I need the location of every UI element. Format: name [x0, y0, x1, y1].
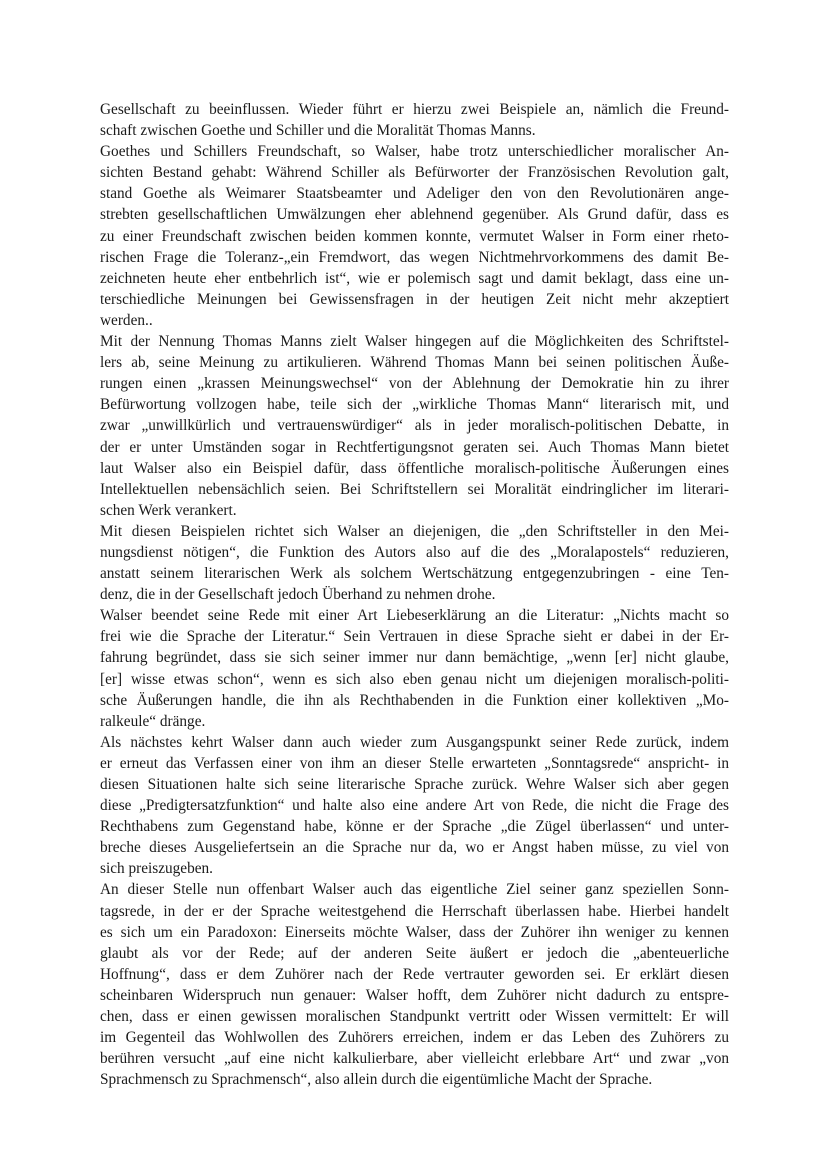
- text-line: Befürwortung vollzogen habe, teile sich der „wirkliche Thomas Mann“ literarisch mit, und: [100, 396, 729, 414]
- text-line: Intellektuellen nebensächlich seien. Bei Schriftstellern sei Moralität eindringlicher im literari-: [100, 480, 729, 498]
- text-line: anstatt seinem literarischen Werk als solchem Wertschätzung entgegenzubringen - eine Ten-: [100, 565, 729, 583]
- text-line: fahrung begründet, dass sie sich seiner immer nur dann bemächtige, „wenn [er] nicht glaube,: [100, 649, 729, 667]
- text-line: Als nächstes kehrt Walser dann auch wieder zum Ausgangspunkt seiner Rede zurück, indem: [100, 733, 729, 751]
- paragraph: [100, 521, 729, 605]
- text-line: werden..: [100, 311, 153, 329]
- text-line: zu einer Freundschaft zwischen beiden kommen konnte, vermutet Walser in Form einer rheto-: [100, 227, 729, 245]
- text-line: er erneut das Verfassen einer von ihm an dieser Stelle erwarteten „Sonntagsrede“ anspricht- in: [100, 754, 729, 772]
- text-line: ralkeule“ dränge.: [100, 712, 206, 730]
- text-line: denz, die in der Gesellschaft jedoch Überhand zu nehmen drohe.: [100, 586, 496, 604]
- text-line: es sich um ein Paradoxon: Einerseits möchte Walser, dass der Zuhörer ihn weniger zu kennen: [100, 923, 729, 941]
- text-line: glaubt als vor der Rede; auf der anderen Seite äußert er jedoch die „abenteuerliche: [100, 944, 729, 962]
- paragraph: [100, 331, 729, 521]
- text-line: breche dieses Ausgeliefertsein an die Sprache nur da, wo er Angst haben müsse, zu viel von: [100, 839, 729, 857]
- paragraph: [100, 605, 729, 732]
- text-line: diesen Situationen halte sich seine literarische Sprache zurück. Wehre Walser sich aber gegen: [100, 776, 729, 793]
- text-line: tagsrede, in der er der Sprache weitestgehend die Herrschaft überlassen habe. Hierbei handelt: [100, 902, 729, 920]
- text-line: Rechthabens zum Gegenstand habe, könne er der Sprache „die Zügel überlassen“ und unter-: [100, 818, 729, 836]
- text-line: Goethes und Schillers Freundschaft, so Walser, habe trotz unterschiedlicher moralischer An-: [100, 143, 729, 161]
- text-line: Walser beendet seine Rede mit einer Art Liebeserklärung an die Literatur: „Nichts macht so: [100, 607, 729, 625]
- text-line: scheinbaren Widerspruch nun genauer: Walser hofft, dem Zuhörer nicht dadurch zu entspre-: [100, 986, 729, 1004]
- text-line: laut Walser also ein Beispiel dafür, dass öffentliche moralisch-politische Äußerungen eines: [100, 459, 729, 477]
- text-line: terschiedliche Meinungen bei Gewissensfragen in der heutigen Zeit nicht mehr akzeptiert: [100, 290, 729, 308]
- text-line: strebten gesellschaftlichen Umwälzungen eher ablehnend gegenüber. Als Grund dafür, dass es: [100, 206, 729, 224]
- text-line: sichten Bestand gehabt: Während Schiller als Befürworter der Französischen Revolution galt,: [100, 164, 729, 182]
- text-line: berühren versucht „auf eine nicht kalkulierbare, aber vielleicht erlebbare Art“ und zwar „von: [100, 1050, 729, 1068]
- text-line: sich preiszugeben.: [100, 860, 213, 878]
- text-line: im Gegenteil das Wohlwollen des Zuhörers erreichen, indem er das Leben des Zuhörers zu: [100, 1029, 729, 1047]
- text-line: An dieser Stelle nun offenbart Walser auch das eigentliche Ziel seiner ganz speziellen Sonn-: [100, 881, 729, 899]
- text-line: der er unter Umständen sogar in Rechtfertigungsnot geraten sei. Auch Thomas Mann bietet: [100, 438, 729, 456]
- text-line: Sprachmensch zu Sprachmensch“, also allein durch die eigentümliche Macht der Sprache.: [100, 1071, 653, 1089]
- text-line: zwar „unwillkürlich und vertrauenswürdiger“ als in jeder moralisch-politischen Debatte, in: [100, 417, 729, 435]
- paragraph: [100, 99, 729, 141]
- text-line: zeichneten heute eher entbehrlich ist“, wie er polemisch sagt und damit beklagt, dass eine un-: [100, 269, 729, 287]
- text-line: lers ab, seine Meinung zu artikulieren. Während Thomas Mann bei seinen politischen Äuße-: [100, 354, 729, 372]
- text-line: sche Äußerungen handle, die ihn als Rechthabenden in die Funktion einer kollektiven „Mo-: [100, 691, 729, 709]
- text-line: Mit der Nennung Thomas Manns zielt Walser hingegen auf die Möglichkeiten des Schriftstel-: [100, 333, 729, 351]
- text-line: stand Goethe als Weimarer Staatsbeamter und Adeliger den von den Revolutionären ange-: [100, 185, 729, 203]
- paragraph: [100, 732, 729, 880]
- document-body: [100, 99, 729, 1090]
- text-line: [er] wisse etwas schon“, wenn es sich also eben genau nicht um diejenigen moralisch-politi-: [100, 670, 729, 688]
- text-line: rungen einen „krassen Meinungswechsel“ von der Ablehnung der Demokratie hin zu ihrer: [100, 375, 729, 393]
- text-line: diese „Predigtersatzfunktion“ und halte also eine andere Art von Rede, die nicht die Frage des: [100, 797, 729, 815]
- paragraph: [100, 879, 729, 1090]
- text-line: schen Werk verankert.: [100, 501, 237, 519]
- text-line: Mit diesen Beispielen richtet sich Walser an diejenigen, die „den Schriftsteller in den Mei-: [100, 522, 729, 540]
- text-line: schaft zwischen Goethe und Schiller und die Moralität Thomas Manns.: [100, 122, 536, 140]
- text-line: frei wie die Sprache der Literatur.“ Sein Vertrauen in diese Sprache sieht er dabei in der Er-: [100, 628, 729, 646]
- text-line: Gesellschaft zu beeinflussen. Wieder führt er hierzu zwei Beispiele an, nämlich die Freund-: [100, 101, 729, 118]
- paragraph: [100, 141, 729, 331]
- text-line: Hoffnung“, dass er dem Zuhörer nach der Rede vertrauter geworden sei. Er erklärt diesen: [100, 965, 729, 983]
- text-line: chen, dass er einen gewissen moralischen Standpunkt vertritt oder Wissen vermittelt: Er will: [100, 1008, 729, 1026]
- text-line: rischen Frage die Toleranz-„ein Fremdwort, das wegen Nichtmehrvorkommens des damit Be-: [100, 248, 729, 266]
- text-line: nungsdienst nötigen“, die Funktion des Autors also auf die des „Moralapostels“ reduzieren,: [100, 543, 729, 561]
